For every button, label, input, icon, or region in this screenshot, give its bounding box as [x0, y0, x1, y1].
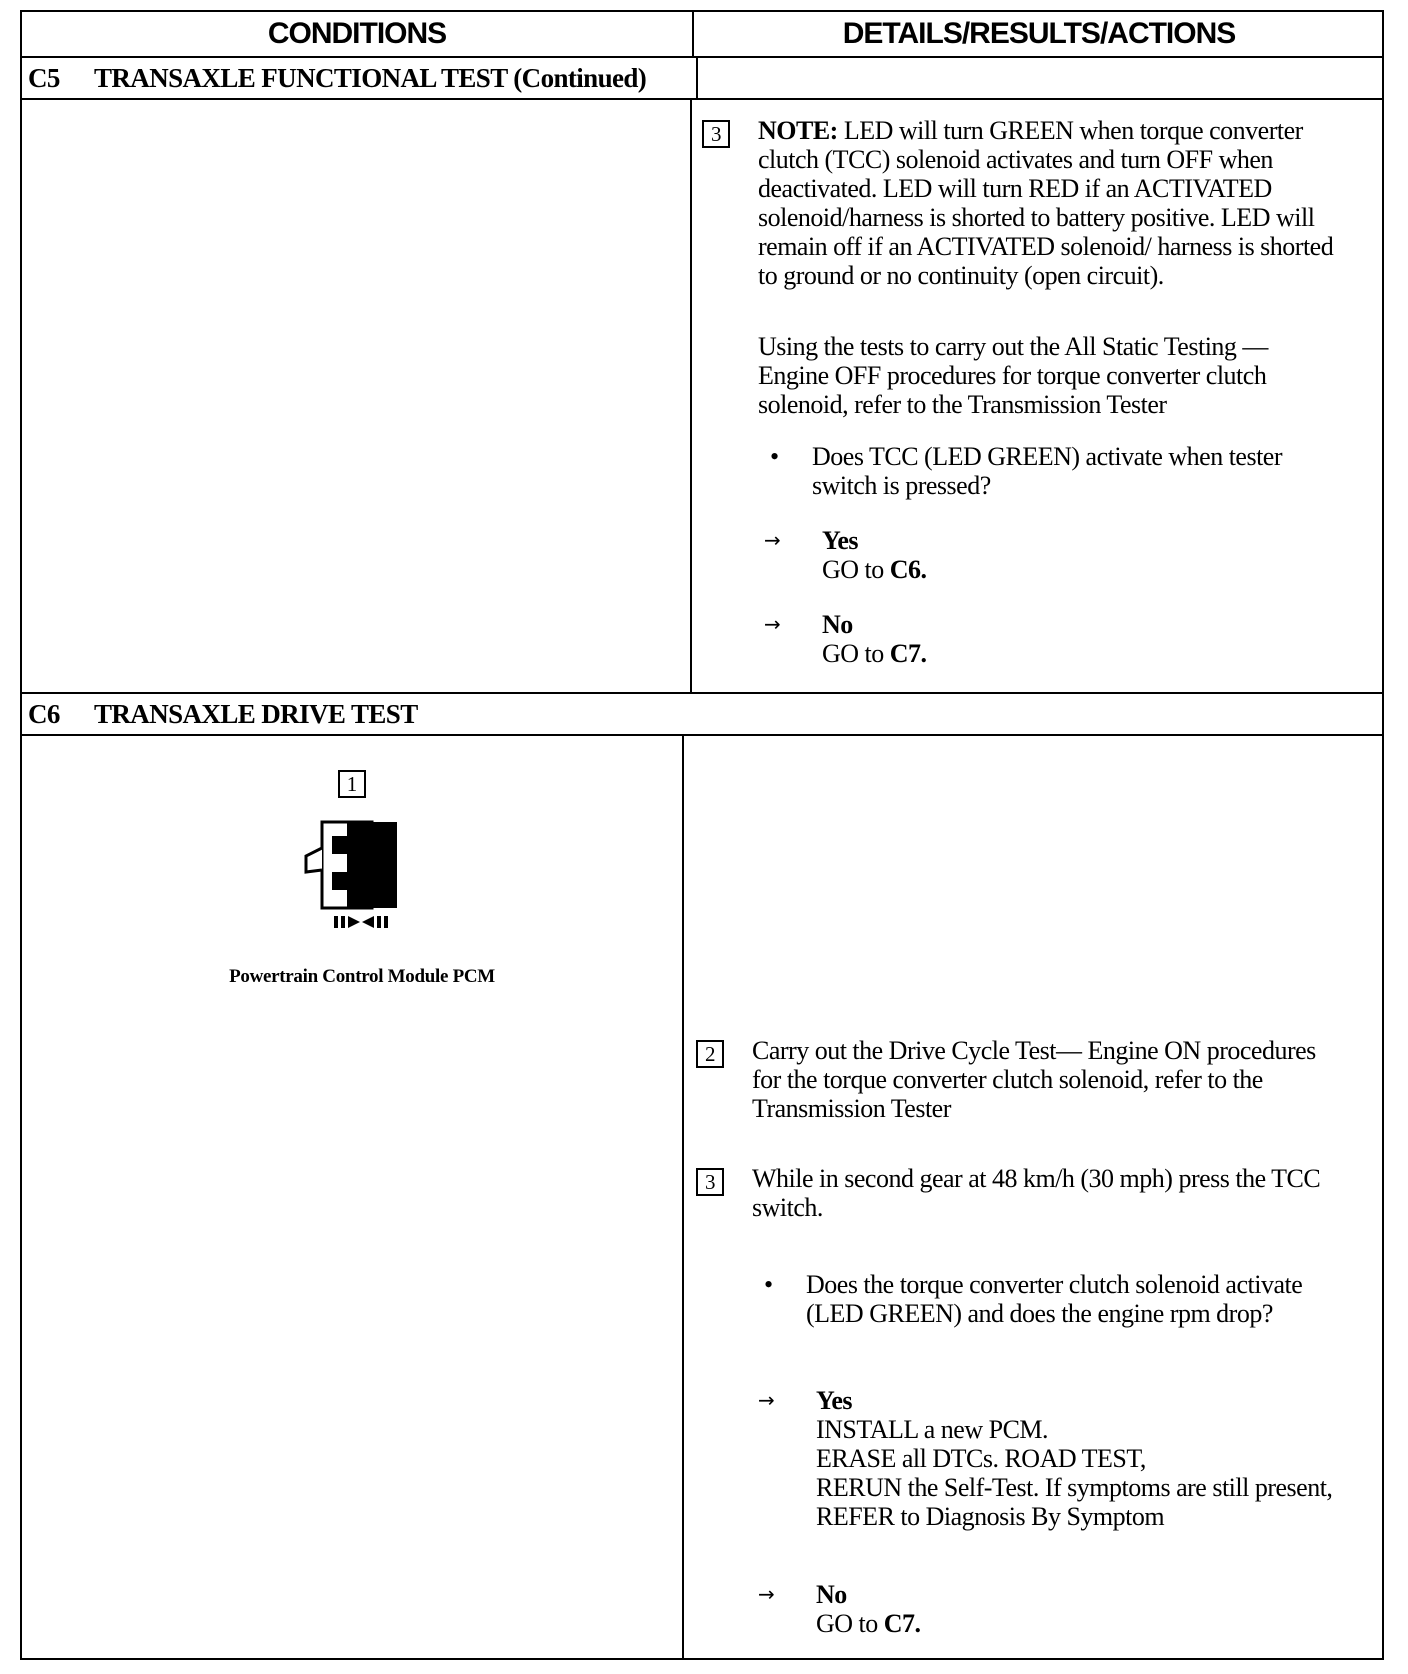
procedure-table — [20, 10, 1384, 1660]
c6-step-3-text: While in second gear at 48 km/h (30 mph) press the TCC switch. — [752, 1164, 1321, 1222]
c5-title: TRANSAXLE FUNCTIONAL TEST (Continued) — [94, 62, 647, 93]
note-label: NOTE: — [758, 116, 838, 145]
c6-yes-label: Yes — [816, 1386, 853, 1415]
c6-section-title — [28, 694, 418, 734]
c5-using-text: Using the tests to carry out the All Static Testing — Engine OFF procedures for torque converter clutch solenoid, refer to the Transmission Tester — [758, 332, 1268, 419]
arrow-icon: → — [758, 1388, 775, 1412]
c5-no-label: No — [822, 610, 853, 639]
bullet-dot: • — [764, 1270, 773, 1299]
c5-yes-result — [764, 526, 1384, 586]
pcm-connector-icon — [302, 820, 402, 930]
c5-step-3 — [702, 116, 1362, 316]
c6-yes-line-3: RERUN the Self-Test. If symptoms are still present, REFER to Diagnosis By Symptom — [816, 1473, 1333, 1531]
c5-no-target: C7. — [889, 639, 927, 668]
rule — [22, 98, 1382, 100]
c5-yes-target: C6. — [889, 555, 927, 584]
c6-yes-line-1: INSTALL a new PCM. — [816, 1415, 1049, 1444]
c6-step-2 — [696, 1036, 1376, 1126]
c6-question — [764, 1270, 1364, 1360]
c6-no-target: C7. — [883, 1609, 921, 1638]
c5-step-3-number: 3 — [702, 120, 730, 148]
c6-yes-result — [758, 1386, 1378, 1536]
c5-yes-action: GO to — [822, 555, 890, 584]
c6-title: TRANSAXLE DRIVE TEST — [94, 698, 418, 729]
c5-section-title — [28, 58, 646, 98]
c5-step-3-using — [702, 332, 1362, 422]
bullet-dot: • — [770, 442, 779, 471]
c5-no-action: GO to — [822, 639, 890, 668]
c5-no-result — [764, 610, 1384, 670]
c6-yes-line-2: ERASE all DTCs. ROAD TEST, — [816, 1444, 1146, 1473]
c6-code: C6 — [28, 698, 60, 729]
c5-step-3-note — [758, 116, 1338, 290]
c5-yes-label: Yes — [822, 526, 859, 555]
header-divider — [692, 12, 694, 56]
title-end-tick — [696, 56, 698, 98]
c6-step-3 — [696, 1164, 1376, 1224]
arrow-icon: → — [764, 612, 781, 636]
c6-column-divider — [682, 734, 684, 1658]
c6-no-action: GO to — [816, 1609, 884, 1638]
c6-step-3-number: 3 — [696, 1168, 724, 1196]
c6-step-2-number: 2 — [696, 1040, 724, 1068]
c5-code: C5 — [28, 62, 60, 93]
c6-step-2-text: Carry out the Drive Cycle Test— Engine ON procedures for the torque converter clutch solenoid, refer to the Transmission Tester — [752, 1036, 1316, 1123]
c5-question — [770, 442, 1370, 502]
c6-no-result — [758, 1580, 1378, 1640]
c6-question-text: Does the torque converter clutch solenoid activate (LED GREEN) and does the engine rpm drop? — [806, 1270, 1303, 1328]
arrow-icon: → — [764, 528, 781, 552]
arrow-icon: → — [758, 1582, 775, 1606]
c5-question-text: Does TCC (LED GREEN) activate when tester switch is pressed? — [812, 442, 1282, 500]
conditions-header: CONDITIONS — [267, 17, 447, 50]
note-text: LED will turn GREEN when torque converter clutch (TCC) solenoid activates and turn OFF when deactivated. LED will turn RED if an ACTIVATED solenoid/harness is shorted to battery positive. LED will remain off if an ACTIVATED solenoid/ harness is shorted to ground or no continuity (open circuit). — [758, 116, 1334, 290]
c6-step-1-caption: Powertrain Control Module PCM — [229, 966, 495, 987]
c5-column-divider — [690, 98, 692, 692]
details-header: DETAILS/RESULTS/ACTIONS — [842, 17, 1236, 50]
c6-step-1-number: 1 — [338, 770, 366, 798]
rule — [22, 734, 1382, 736]
c6-no-label: No — [816, 1580, 847, 1609]
